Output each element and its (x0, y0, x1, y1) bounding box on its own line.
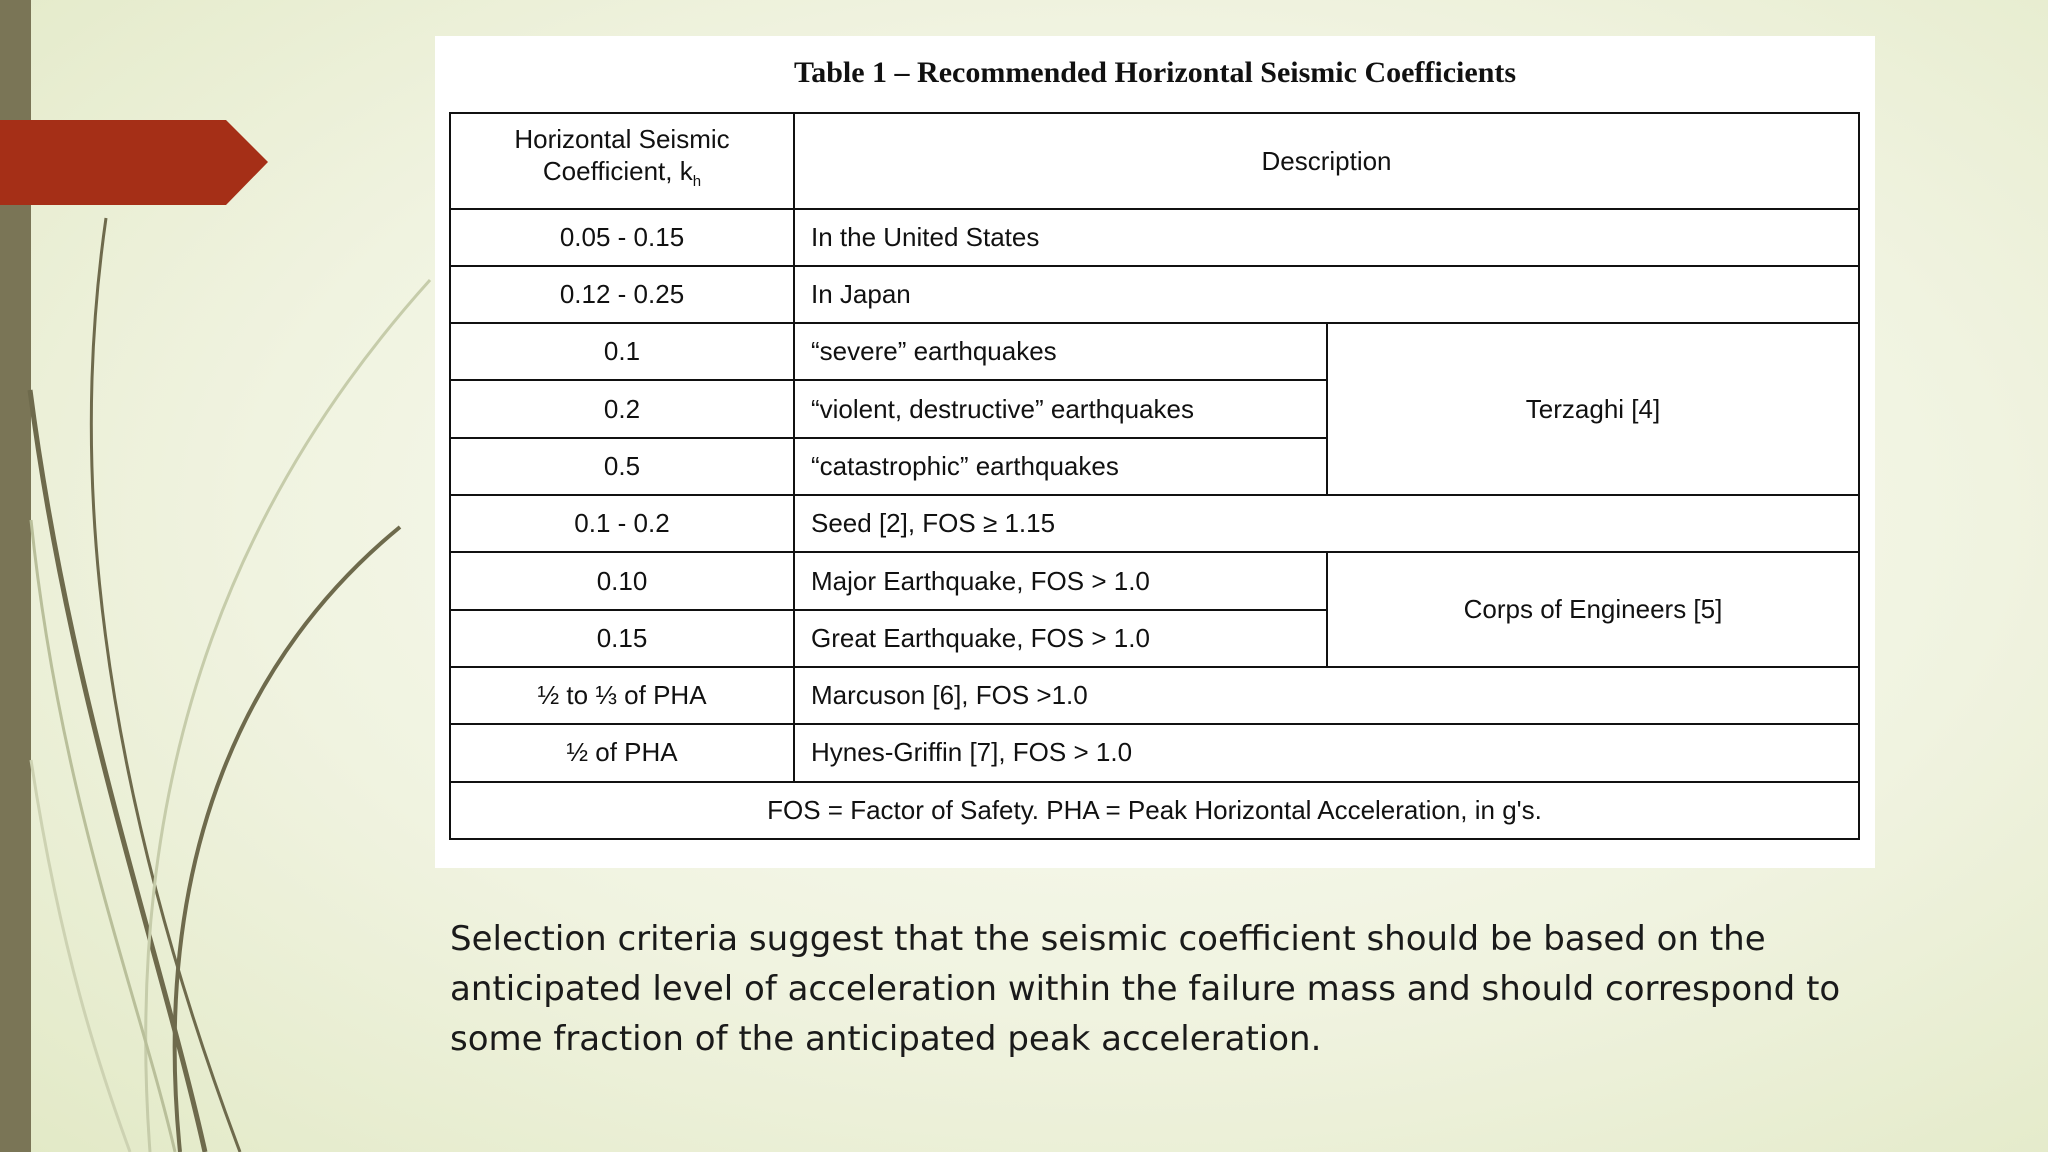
source-terzaghi: Terzaghi [4] (1327, 323, 1859, 495)
header-kh-subscript: h (692, 173, 702, 191)
table-row (450, 495, 1859, 552)
table-row (450, 724, 1859, 781)
row-description: In the United States (794, 209, 1859, 266)
row-description: “catastrophic” earthquakes (794, 438, 1327, 495)
table-row (450, 552, 1859, 609)
row-kh: 0.15 (450, 610, 794, 667)
table-image (435, 36, 1875, 868)
table-row (450, 209, 1859, 266)
row-description: Marcuson [6], FOS >1.0 (794, 667, 1859, 724)
header-kh (450, 113, 794, 209)
header-kh-line2: Coefficient, k (542, 156, 693, 187)
row-kh: 0.1 (450, 323, 794, 380)
table-footnote: FOS = Factor of Safety. PHA = Peak Horizontal Acceleration, in g's. (450, 782, 1859, 839)
table-footnote-row (450, 782, 1859, 839)
seismic-coefficient-table (449, 112, 1860, 840)
row-description: In Japan (794, 266, 1859, 323)
row-description: “severe” earthquakes (794, 323, 1327, 380)
header-description: Description (794, 113, 1859, 209)
row-kh: 0.1 - 0.2 (450, 495, 794, 552)
row-kh: ½ of PHA (450, 724, 794, 781)
table-title: Table 1 – Recommended Horizontal Seismic Coefficients (793, 56, 1517, 89)
row-kh: 0.05 - 0.15 (450, 209, 794, 266)
source-corps-of-engineers: Corps of Engineers [5] (1327, 552, 1859, 667)
header-kh-line1: Horizontal Seismic (514, 124, 730, 155)
row-kh: 0.5 (450, 438, 794, 495)
row-description: Seed [2], FOS ≥ 1.15 (794, 495, 1859, 552)
row-kh: ½ to ⅓ of PHA (450, 667, 794, 724)
row-description: “violent, destructive” earthquakes (794, 380, 1327, 437)
row-description: Great Earthquake, FOS > 1.0 (794, 610, 1327, 667)
row-kh: 0.12 - 0.25 (450, 266, 794, 323)
row-kh: 0.10 (450, 552, 794, 609)
arrow-tab-shape (0, 120, 268, 205)
row-description: Hynes-Griffin [7], FOS > 1.0 (794, 724, 1859, 781)
table-header-row (450, 113, 1859, 209)
table-row (450, 667, 1859, 724)
row-description: Major Earthquake, FOS > 1.0 (794, 552, 1327, 609)
table-row (450, 323, 1859, 380)
body-paragraph: Selection criteria suggest that the seismic coefficient should be based on the anticipated level of acceleration within the failure mass and should correspond to some fraction of the anticipated peak acceleration. (450, 919, 1841, 1059)
row-kh: 0.2 (450, 380, 794, 437)
table-row (450, 266, 1859, 323)
